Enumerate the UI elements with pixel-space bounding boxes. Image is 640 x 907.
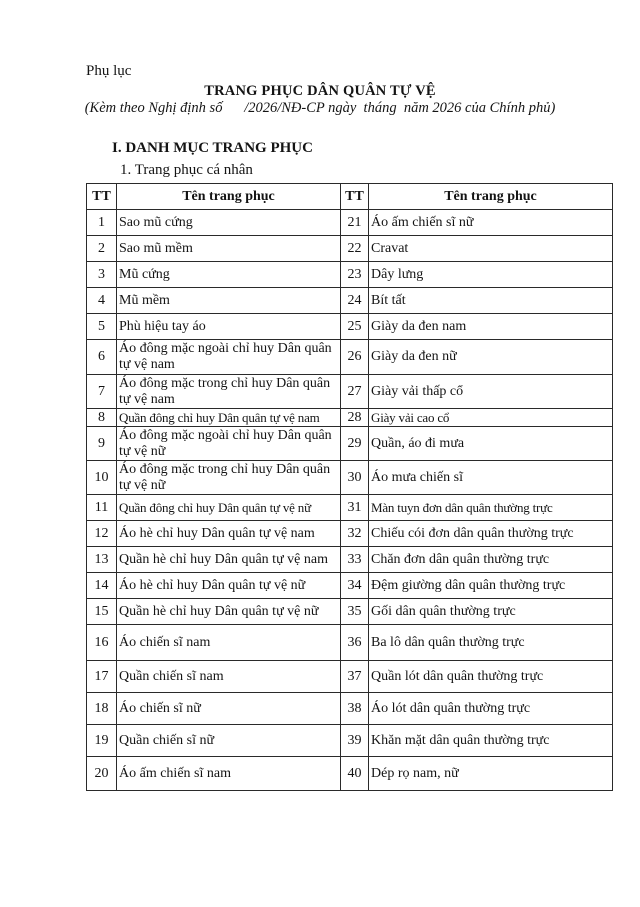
item-name-right: Gối dân quân thường trực (369, 599, 613, 625)
item-name-left: Sao mũ mềm (117, 236, 341, 262)
item-name-right: Khăn mặt dân quân thường trực (369, 725, 613, 757)
document-title: TRANG PHỤC DÂN QUÂN TỰ VỆ (204, 83, 436, 99)
item-name-left: Áo đông mặc trong chỉ huy Dân quân tự vệ nam (117, 375, 341, 409)
item-number-right: 35 (341, 599, 369, 625)
item-number-right: 25 (341, 314, 369, 340)
table-row (87, 521, 613, 547)
table-row (87, 375, 613, 409)
appendix-label: Phụ lục (86, 63, 132, 79)
item-name-right: Đệm giường dân quân thường trực (369, 573, 613, 599)
item-name-left: Quần chiến sĩ nam (117, 661, 341, 693)
table-body (87, 210, 613, 791)
item-name-left: Áo ấm chiến sĩ nam (117, 757, 341, 791)
table-row (87, 236, 613, 262)
item-name-right: Quần, áo đi mưa (369, 427, 613, 461)
item-number-right: 40 (341, 757, 369, 791)
item-name-right: Giày vải thấp cổ (369, 375, 613, 409)
item-name-left: Áo hè chỉ huy Dân quân tự vệ nữ (117, 573, 341, 599)
item-name-left: Quần hè chỉ huy Dân quân tự vệ nữ (117, 599, 341, 625)
item-number-right: 32 (341, 521, 369, 547)
item-number-left: 12 (87, 521, 117, 547)
item-name-right: Màn tuyn đơn dân quân thường trực (369, 495, 613, 521)
table-row (87, 340, 613, 375)
table-row (87, 288, 613, 314)
item-number-left: 11 (87, 495, 117, 521)
item-number-left: 18 (87, 693, 117, 725)
item-name-left: Mũ cứng (117, 262, 341, 288)
item-number-right: 23 (341, 262, 369, 288)
item-number-right: 37 (341, 661, 369, 693)
table-row (87, 573, 613, 599)
item-number-left: 7 (87, 375, 117, 409)
item-number-left: 4 (87, 288, 117, 314)
item-number-left: 5 (87, 314, 117, 340)
item-name-left: Sao mũ cứng (117, 210, 341, 236)
item-name-right: Áo lót dân quân thường trực (369, 693, 613, 725)
item-name-right: Dây lưng (369, 262, 613, 288)
table-row (87, 409, 613, 427)
item-number-right: 28 (341, 409, 369, 427)
item-name-left: Quần đông chỉ huy Dân quân tự vệ nam (117, 409, 341, 427)
item-name-right: Bít tất (369, 288, 613, 314)
item-number-right: 31 (341, 495, 369, 521)
item-name-right: Chiếu cói đơn dân quân thường trực (369, 521, 613, 547)
item-name-right: Áo mưa chiến sĩ (369, 461, 613, 495)
item-number-right: 39 (341, 725, 369, 757)
item-number-left: 8 (87, 409, 117, 427)
item-number-left: 19 (87, 725, 117, 757)
item-number-left: 2 (87, 236, 117, 262)
item-name-right: Ba lô dân quân thường trực (369, 625, 613, 661)
item-number-right: 34 (341, 573, 369, 599)
document-subtitle: (Kèm theo Nghị định số /2026/NĐ-CP ngày tháng năm 2026 của Chính phủ) (84, 100, 556, 116)
item-number-right: 38 (341, 693, 369, 725)
item-name-left: Áo đông mặc trong chỉ huy Dân quân tự vệ nữ (117, 461, 341, 495)
item-name-right: Chăn đơn dân quân thường trực (369, 547, 613, 573)
table-row (87, 661, 613, 693)
item-name-left: Phù hiệu tay áo (117, 314, 341, 340)
item-number-left: 20 (87, 757, 117, 791)
item-name-right: Áo ấm chiến sĩ nữ (369, 210, 613, 236)
item-name-right: Giày da đen nam (369, 314, 613, 340)
table-header-row (87, 184, 613, 210)
item-name-left: Áo chiến sĩ nữ (117, 693, 341, 725)
item-number-left: 6 (87, 340, 117, 375)
table-row (87, 693, 613, 725)
item-number-left: 3 (87, 262, 117, 288)
item-name-right: Quần lót dân quân thường trực (369, 661, 613, 693)
uniform-items-table (86, 183, 613, 791)
table-row (87, 757, 613, 791)
table-row (87, 262, 613, 288)
header-tt-left: TT (87, 184, 117, 210)
header-tt-right: TT (341, 184, 369, 210)
header-name-left: Tên trang phục (117, 184, 341, 210)
item-number-left: 16 (87, 625, 117, 661)
item-number-left: 15 (87, 599, 117, 625)
item-name-left: Áo chiến sĩ nam (117, 625, 341, 661)
item-number-right: 27 (341, 375, 369, 409)
table-row (87, 314, 613, 340)
item-number-left: 10 (87, 461, 117, 495)
table-row (87, 210, 613, 236)
table-row (87, 427, 613, 461)
item-number-right: 22 (341, 236, 369, 262)
item-name-right: Dép rọ nam, nữ (369, 757, 613, 791)
item-number-left: 14 (87, 573, 117, 599)
item-number-right: 29 (341, 427, 369, 461)
item-name-right: Cravat (369, 236, 613, 262)
item-number-left: 1 (87, 210, 117, 236)
subsection-heading: 1. Trang phục cá nhân (120, 162, 253, 178)
item-number-right: 30 (341, 461, 369, 495)
item-name-left: Áo hè chỉ huy Dân quân tự vệ nam (117, 521, 341, 547)
item-number-right: 26 (341, 340, 369, 375)
item-name-right: Giày vải cao cổ (369, 409, 613, 427)
table-row (87, 725, 613, 757)
header-name-right: Tên trang phục (369, 184, 613, 210)
item-number-left: 13 (87, 547, 117, 573)
item-name-left: Quần đông chỉ huy Dân quân tự vệ nữ (117, 495, 341, 521)
table-row (87, 461, 613, 495)
table-row (87, 547, 613, 573)
item-name-left: Mũ mềm (117, 288, 341, 314)
table-row (87, 495, 613, 521)
item-name-right: Giày da đen nữ (369, 340, 613, 375)
table-row (87, 599, 613, 625)
item-name-left: Áo đông mặc ngoài chỉ huy Dân quân tự vệ nam (117, 340, 341, 375)
section-heading: I. DANH MỤC TRANG PHỤC (112, 140, 313, 156)
item-number-right: 33 (341, 547, 369, 573)
item-name-left: Quần hè chỉ huy Dân quân tự vệ nam (117, 547, 341, 573)
item-number-right: 21 (341, 210, 369, 236)
item-number-left: 9 (87, 427, 117, 461)
item-number-right: 24 (341, 288, 369, 314)
item-number-right: 36 (341, 625, 369, 661)
item-name-left: Áo đông mặc ngoài chỉ huy Dân quân tự vệ nữ (117, 427, 341, 461)
table-row (87, 625, 613, 661)
item-name-left: Quần chiến sĩ nữ (117, 725, 341, 757)
item-number-left: 17 (87, 661, 117, 693)
